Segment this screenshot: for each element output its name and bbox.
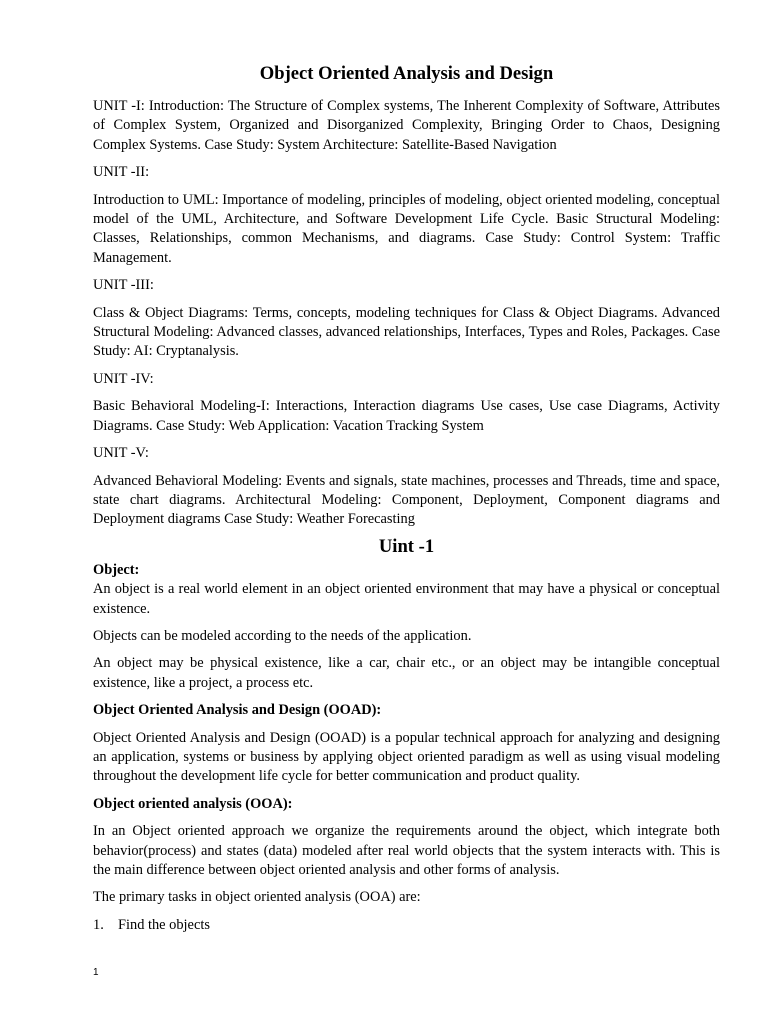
object-paragraph-2: Objects can be modeled according to the needs of the application. <box>93 627 472 644</box>
unit1-paragraph: UNIT -I: Introduction: The Structure of Complex systems, The Inherent Complexity of Software, Attributes of Complex System, Organized and Disorganized Complexity, Bringing Order to Chaos, Designing Complex Systems. Case Study: System Architecture: Satellite-Based Navigation <box>93 98 720 153</box>
ooa-paragraph-2: The primary tasks in object oriented analysis (OOA) are: <box>93 889 421 906</box>
list-item <box>93 916 720 935</box>
object-paragraph-3: An object may be physical existence, like a car, chair etc., or an object may be intangible conceptual existence, like a project, a process etc. <box>93 655 720 691</box>
list-item-number: 1. <box>93 916 104 933</box>
unit3-heading: UNIT -III: <box>93 277 154 294</box>
ooa-paragraph-1: In an Object oriented approach we organize the requirements around the object, which integrate both behavior(process) and states (data) modeled after real world objects that the system interacts with. This is the main difference between object oriented analysis and other forms of analysis. <box>93 823 720 878</box>
object-heading: Object: <box>93 561 140 578</box>
unit4-heading: UNIT -IV: <box>93 370 154 387</box>
ooa-task-list <box>93 916 720 935</box>
object-paragraph-1: An object is a real world element in an object oriented environment that may have a physical or conceptual existence. <box>93 581 720 617</box>
page-number: 1 <box>93 967 99 978</box>
unit5-heading: UNIT -V: <box>93 445 149 462</box>
unit3-paragraph: Class & Object Diagrams: Terms, concepts, modeling techniques for Class & Object Diagrams. Advanced Structural Modeling: Advanced classes, advanced relationships, Interfaces, Types and Roles, Packages. Case Study: AI: Cryptanalysis. <box>93 304 720 360</box>
ooad-heading: Object Oriented Analysis and Design (OOAD): <box>93 702 382 719</box>
unit4-paragraph: Basic Behavioral Modeling-I: Interactions, Interaction diagrams Use cases, Use case Diagrams, Activity Diagrams. Case Study: Web Application: Vacation Tracking System <box>93 398 720 434</box>
document-page <box>93 62 720 935</box>
document-title: Object Oriented Analysis and Design <box>259 63 554 84</box>
unit-title: Uint -1 <box>378 535 435 557</box>
ooa-heading: Object oriented analysis (OOA): <box>93 795 293 812</box>
unit2-paragraph: Introduction to UML: Importance of modeling, principles of modeling, object oriented modeling, conceptual model of the UML, Architecture, and Software Development Life Cycle. Basic Structural Modeling: Classes, Relationships, common Mechanisms, and diagrams. Case Study: Control System: Traffic Management. <box>93 191 720 266</box>
unit2-heading: UNIT -II: <box>93 164 150 181</box>
list-item-text: Find the objects <box>118 916 210 933</box>
ooad-paragraph: Object Oriented Analysis and Design (OOAD) is a popular technical approach for analyzing and designing an application, systems or business by applying object oriented paradigm as well as using visual modeling throughout the development life cycle for better communication and product quality. <box>93 729 720 785</box>
unit5-paragraph: Advanced Behavioral Modeling: Events and signals, state machines, processes and Threads, time and space, state chart diagrams. Architectural Modeling: Component, Deployment, Component diagrams and Deployment diagrams Case Study: Weather Forecasting <box>93 472 720 528</box>
